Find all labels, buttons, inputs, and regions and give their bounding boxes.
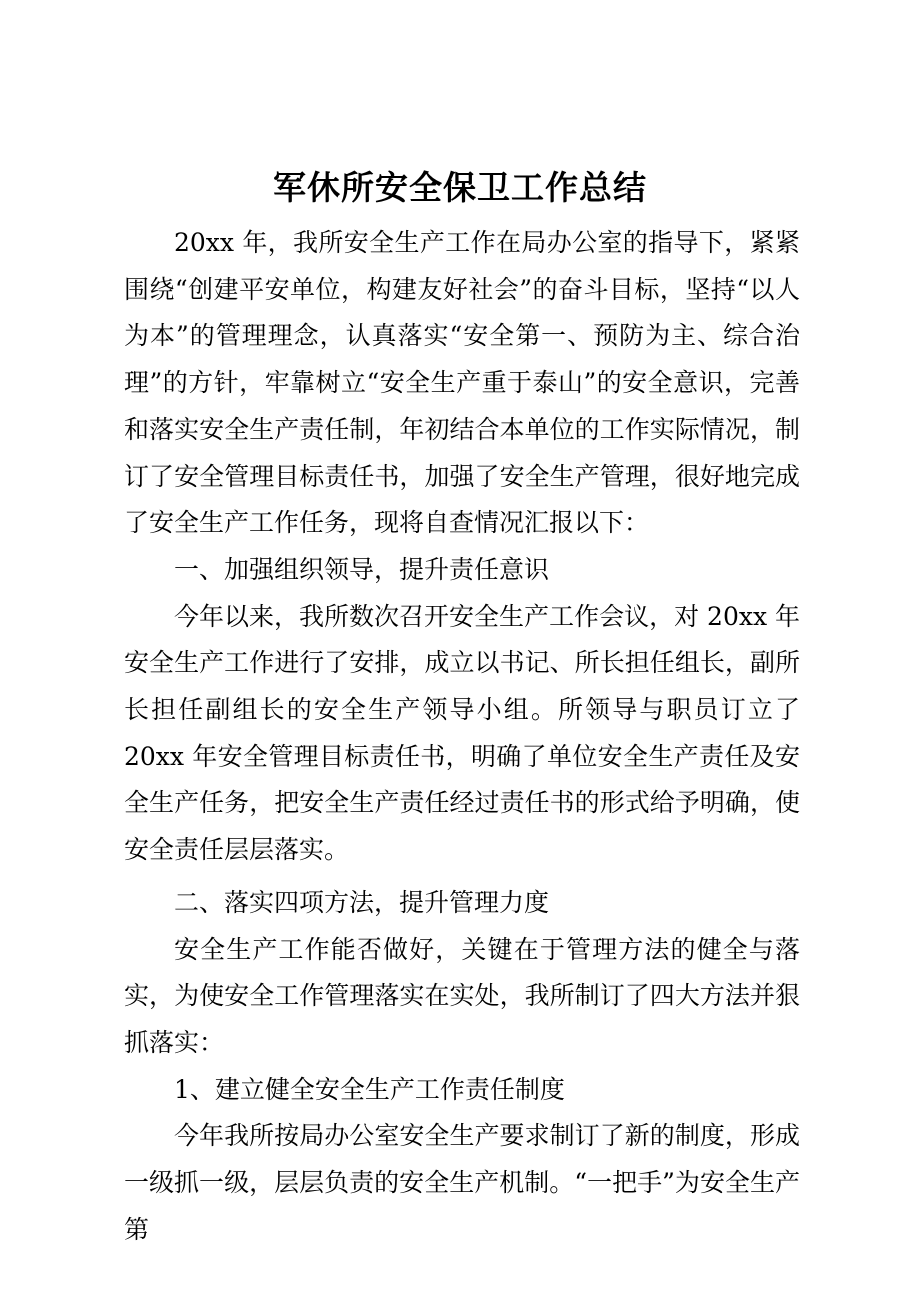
document-title: 军休所安全保卫工作总结 <box>273 168 647 207</box>
section-heading-1: 一、加强组织领导，提升责任意识 <box>174 554 550 584</box>
paragraph-section-2: 安全生产工作能否做好，关键在于管理方法的健全与落实，为使安全工作管理落实在实处，我所制订了四大方法并狠抓落实： <box>124 934 800 1057</box>
document-body <box>124 220 800 1253</box>
section-heading-2: 二、落实四项方法，提升管理力度 <box>174 887 550 917</box>
paragraph-subsection-1: 今年我所按局办公室安全生产要求制订了新的制度，形成一级抓一级，层层负责的安全生产机制。“一把手”为安全生产第 <box>124 1121 800 1244</box>
paragraph-section-1: 今年以来，我所数次召开安全生产工作会议，对 20xx 年安全生产工作进行了安排，成立以书记、所长担任组长，副所长担任副组长的安全生产领导小组。所领导与职员订立了 20xx 年安全管理目标责任书，明确了单位安全生产责任及安全生产任务，把安全生产责任经过责任书的形式给予明确，使安全责任层层落实。 <box>124 601 800 865</box>
paragraph-intro: 20xx 年，我所安全生产工作在局办公室的指导下，紧紧围绕“创建平安单位，构建友好社会”的奋斗目标，坚持“以人为本”的管理理念，认真落实“安全第一、预防为主、综合治理”的方针，牢靠树立“安全生产重于泰山”的安全意识，完善和落实安全生产责任制，年初结合本单位的工作实际情况，制订了安全管理目标责任书，加强了安全生产管理，很好地完成了安全生产工作任务，现将自查情况汇报以下： <box>124 228 800 538</box>
subsection-heading-1: 1、建立健全安全生产工作责任制度 <box>174 1074 565 1104</box>
